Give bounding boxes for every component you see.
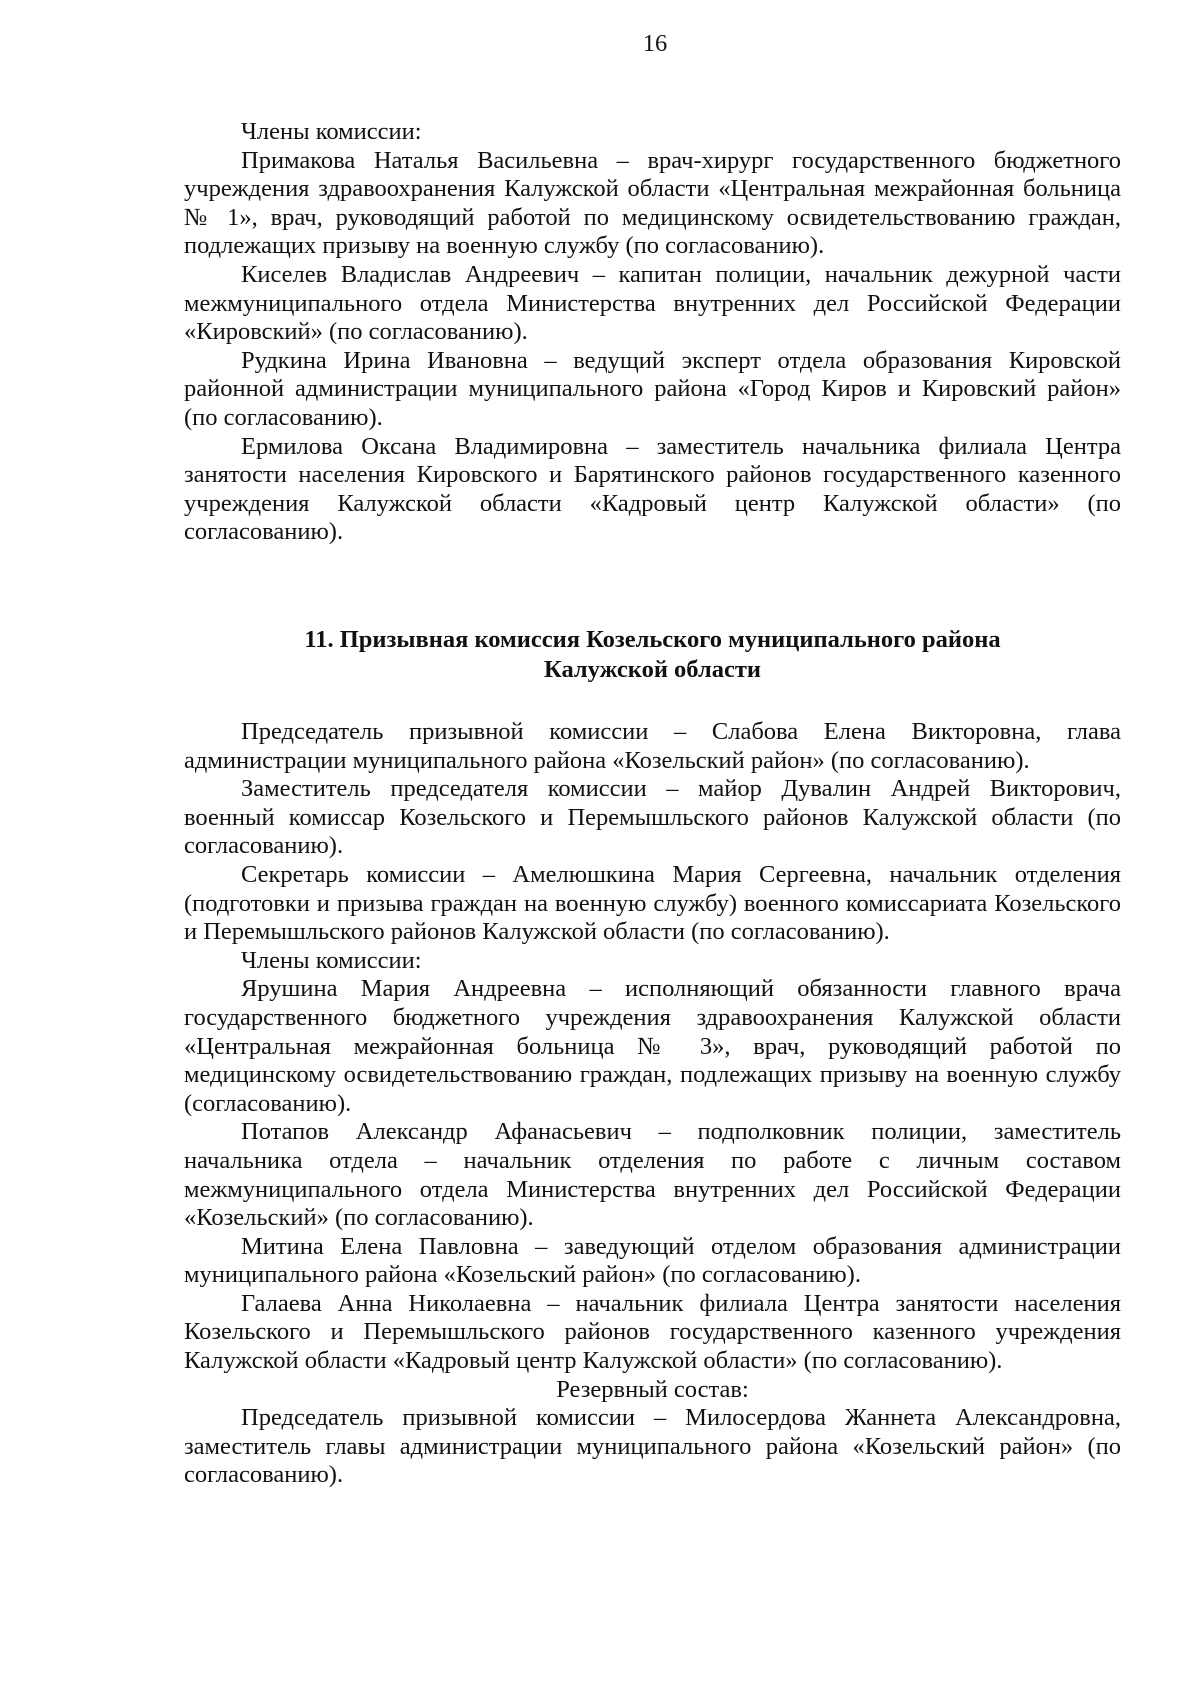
deputy-entry: Заместитель председателя комиссии – майор Дувалин Андрей Викторович, военный комиссар Козельского и Перемышльского районов Калужской области (по согласованию). xyxy=(184,775,1121,860)
secretary-entry: Секретарь комиссии – Амелюшкина Мария Сергеевна, начальник отделения (подготовки и призыва граждан на военную службу) военного комиссариата Козельского и Перемышльского районов Калужской области (по согласованию). xyxy=(184,860,1121,946)
member-entry: Рудкина Ирина Ивановна – ведущий эксперт отдела образования Кировской районной администрации муниципального района «Город Киров и Кировский район» (по согласованию). xyxy=(184,346,1121,431)
member-entry: Ермилова Оксана Владимировна – заместитель начальника филиала Центра занятости населения Кировского и Барятинского районов государственного казенного учреждения Калужской области «Кадровый центр Калужской области» (по согласованию). xyxy=(184,432,1121,546)
page-number: 16 xyxy=(642,30,668,57)
reserve-chairman-entry: Председатель призывной комиссии – Милосердова Жаннета Александровна, заместитель главы администрации муниципального района «Козельский район» (по согласованию). xyxy=(184,1404,1121,1489)
section-title-line2: Калужской области xyxy=(544,656,761,683)
section-title-line1: 11. Призывная комиссия Козельского муниципального района xyxy=(304,626,1001,653)
members-label: Члены комиссии: xyxy=(241,118,422,145)
section10-members-block xyxy=(184,118,1121,547)
member-entry: Ярушина Мария Андреевна – исполняющий обязанности главного врача государственного бюджетного учреждения здравоохранения Калужской области «Центральная межрайонная больница № 3», врач, руководящий работой по медицинскому освидетельствованию граждан, подлежащих призыву на военную службу (согласованию). xyxy=(184,975,1121,1117)
member-entry: Примакова Наталья Васильевна – врач-хирург государственного бюджетного учреждения здравоохранения Калужской области «Центральная межрайонная больница № 1», врач, руководящий работой по медицинскому освидетельствованию граждан, подлежащих призыву на военную службу (по согласованию). xyxy=(184,146,1121,260)
members-label: Члены комиссии: xyxy=(241,946,422,974)
section11-body xyxy=(184,718,1121,1490)
reserve-label: Резервный состав: xyxy=(556,1375,749,1403)
chairman-entry: Председатель призывной комиссии – Слабова Елена Викторовна, глава администрации муниципального района «Козельский район» (по согласованию). xyxy=(184,718,1121,774)
member-entry: Галаева Анна Николаевна – начальник филиала Центра занятости населения Козельского и Перемышльского районов государственного казенного учреждения Калужской области «Кадровый центр Калужской области» (по согласованию). xyxy=(184,1289,1121,1375)
member-entry: Митина Елена Павловна – заведующий отделом образования администрации муниципального района «Козельский район» (по согласованию). xyxy=(184,1232,1121,1289)
member-entry: Потапов Александр Афанасьевич – подполковник полиции, заместитель начальника отдела – начальник отделения по работе с личным составом межмуниципального отдела Министерства внутренних дел Российской Федерации «Козельский» (по согласованию). xyxy=(184,1118,1121,1232)
section-heading xyxy=(184,625,1121,685)
member-entry: Киселев Владислав Андреевич – капитан полиции, начальник дежурной части межмуниципального отдела Министерства внутренних дел Российской Федерации «Кировский» (по согласованию). xyxy=(184,260,1121,346)
